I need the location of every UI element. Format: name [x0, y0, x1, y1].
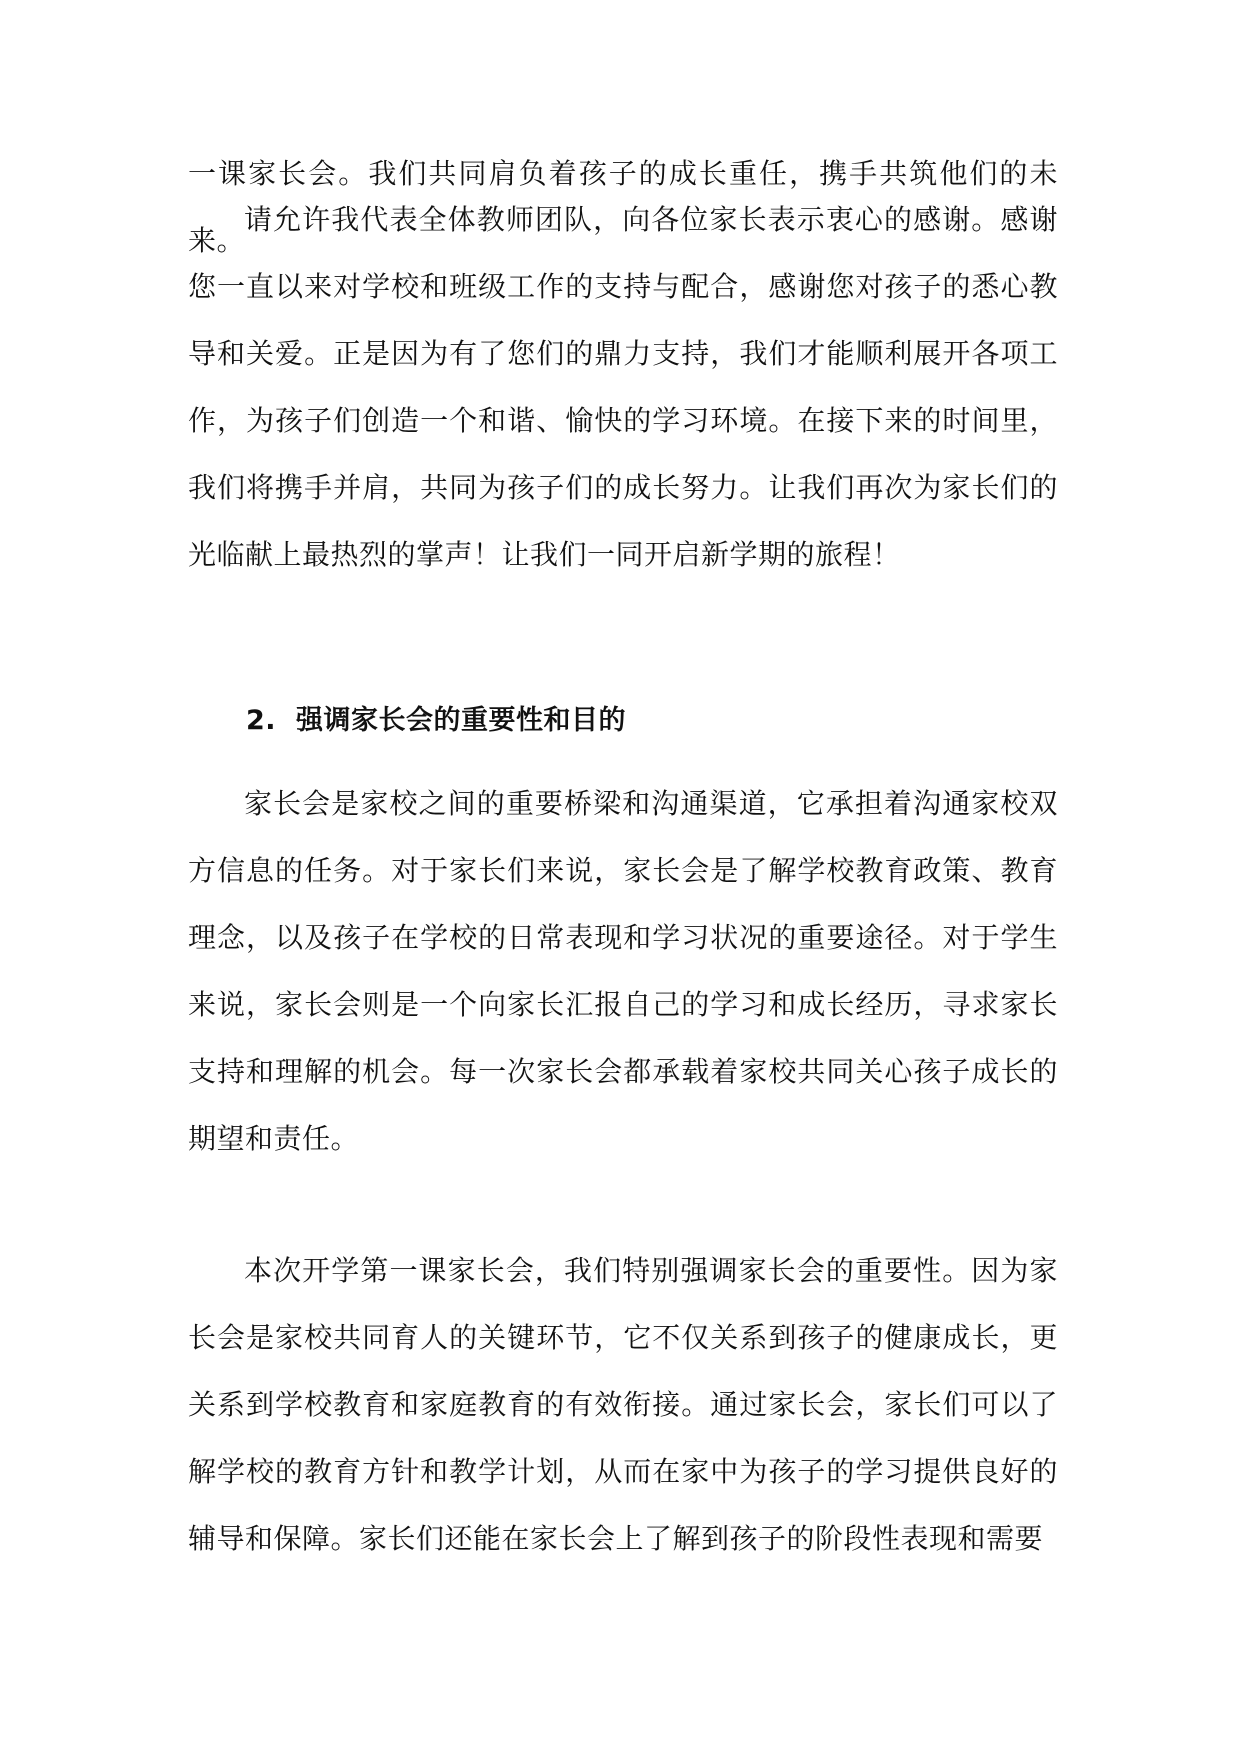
paragraph-text: 一课家长会。我们共同肩负着孩子的成长重任，携手共筑他们的未来。: [188, 157, 1058, 257]
paragraph-text: 请允许我代表全体教师团队，向各位家长表示衷心的感谢。感谢您一直以来对学校和班级工作的支持与配合，感谢您对孩子的悉心教导和关爱。正是因为有了您们的鼎力支持，我们才能顺利展开各项工作，为孩子们创造一个和谐、愉快的学习环境。在接下来的时间里，我们将携手并肩，共同为孩子们的成长努力。让我们再次为家长们的光临献上最热烈的掌声！让我们一同开启新学期的旅程！: [188, 203, 1058, 571]
paragraph-text: 本次开学第一课家长会，我们特别强调家长会的重要性。因为家长会是家校共同育人的关键环节，它不仅关系到孩子的健康成长，更关系到学校教育和家庭教育的有效衔接。通过家长会，家长们可以了解学校的教育方针和教学计划，从而在家中为孩子的学习提供良好的辅导和保障。家长们还能在家长会上了解到孩子的阶段性表现和需要: [188, 1254, 1058, 1555]
section-heading: [246, 701, 626, 741]
section-title: 强调家长会的重要性和目的: [296, 705, 627, 736]
paragraph-importance: [188, 1237, 1058, 1572]
paragraph-text: 家长会是家校之间的重要桥梁和沟通渠道，它承担着沟通家校双方信息的任务。对于家长们来说，家长会是了解学校教育政策、教育理念，以及孩子在学校的日常表现和学习状况的重要途径。对于学生来说，家长会则是一个向家长汇报自己的学习和成长经历，寻求家长支持和理解的机会。每一次家长会都承载着家校共同关心孩子成长的期望和责任。: [188, 787, 1058, 1155]
paragraph-purpose: [188, 770, 1058, 1172]
paragraph-thanks: [188, 186, 1058, 588]
section-number: 2.: [246, 705, 277, 736]
